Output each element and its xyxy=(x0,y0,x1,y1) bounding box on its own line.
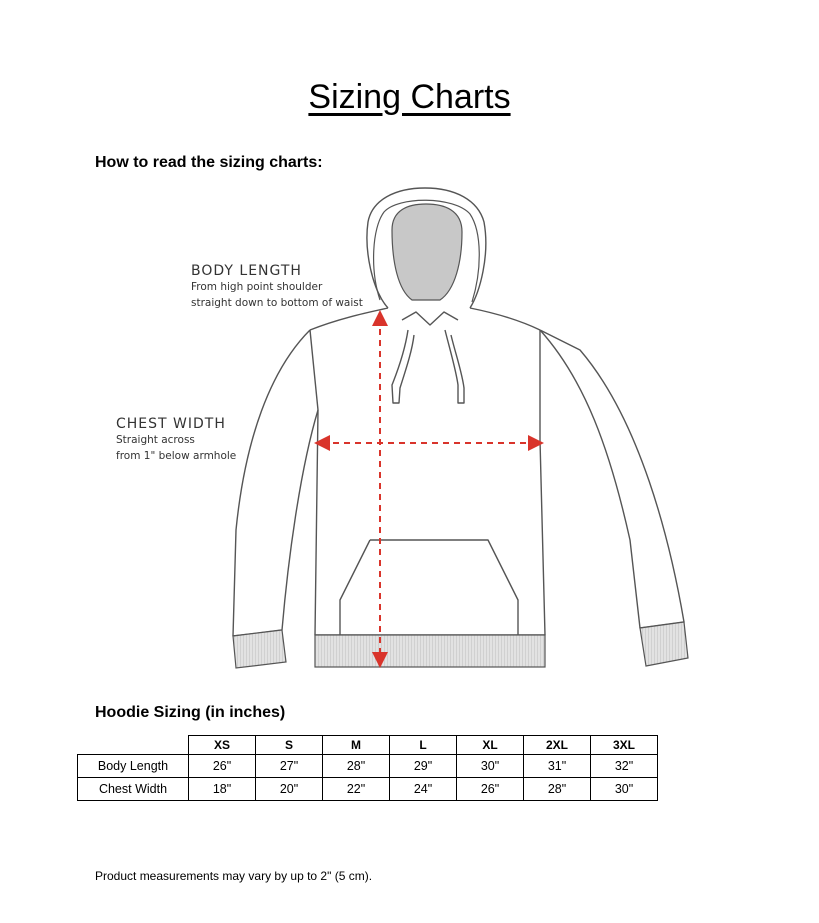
body-length-title: BODY LENGTH xyxy=(191,263,302,279)
size-header: XL xyxy=(457,736,524,755)
hood-inner xyxy=(392,204,462,300)
table-cell: 32" xyxy=(591,755,658,778)
table-cell: 26" xyxy=(457,778,524,801)
table-corner xyxy=(78,736,189,755)
hoodie-sizing-table xyxy=(77,735,658,801)
footnote: Product measurements may vary by up to 2" (5 cm). xyxy=(95,869,373,883)
table-cell: 29" xyxy=(390,755,457,778)
size-header: 3XL xyxy=(591,736,658,755)
hoodie-diagram xyxy=(0,180,819,680)
body-length-line2: straight down to bottom of waist xyxy=(191,297,363,309)
table-cell: 18" xyxy=(189,778,256,801)
chest-width-line1: Straight across xyxy=(116,434,195,446)
table-cell: 26" xyxy=(189,755,256,778)
size-header: 2XL xyxy=(524,736,591,755)
table-cell: 30" xyxy=(457,755,524,778)
left-cuff-rib xyxy=(233,630,286,668)
howto-heading: How to read the sizing charts: xyxy=(95,154,323,171)
table-cell: 28" xyxy=(323,755,390,778)
chest-width-line2: from 1" below armhole xyxy=(116,450,237,462)
table-cell: 27" xyxy=(256,755,323,778)
table-cell: 31" xyxy=(524,755,591,778)
table-row xyxy=(78,778,658,801)
table-cell: 30" xyxy=(591,778,658,801)
row-label: Chest Width xyxy=(78,778,189,801)
row-label: Body Length xyxy=(78,755,189,778)
waistband-rib xyxy=(315,635,545,667)
table-cell: 22" xyxy=(323,778,390,801)
table-cell: 20" xyxy=(256,778,323,801)
chest-width-title: CHEST WIDTH xyxy=(116,416,226,432)
size-header-row xyxy=(78,736,658,755)
hoodie-sizing-heading: Hoodie Sizing (in inches) xyxy=(95,704,286,721)
body-length-line1: From high point shoulder xyxy=(191,281,323,293)
table-cell: 24" xyxy=(390,778,457,801)
size-header: S xyxy=(256,736,323,755)
table-cell: 28" xyxy=(524,778,591,801)
size-header: L xyxy=(390,736,457,755)
size-header: M xyxy=(323,736,390,755)
size-header: XS xyxy=(189,736,256,755)
page-title: Sizing Charts xyxy=(308,78,511,116)
table-row xyxy=(78,755,658,778)
right-cuff-rib xyxy=(640,622,688,666)
